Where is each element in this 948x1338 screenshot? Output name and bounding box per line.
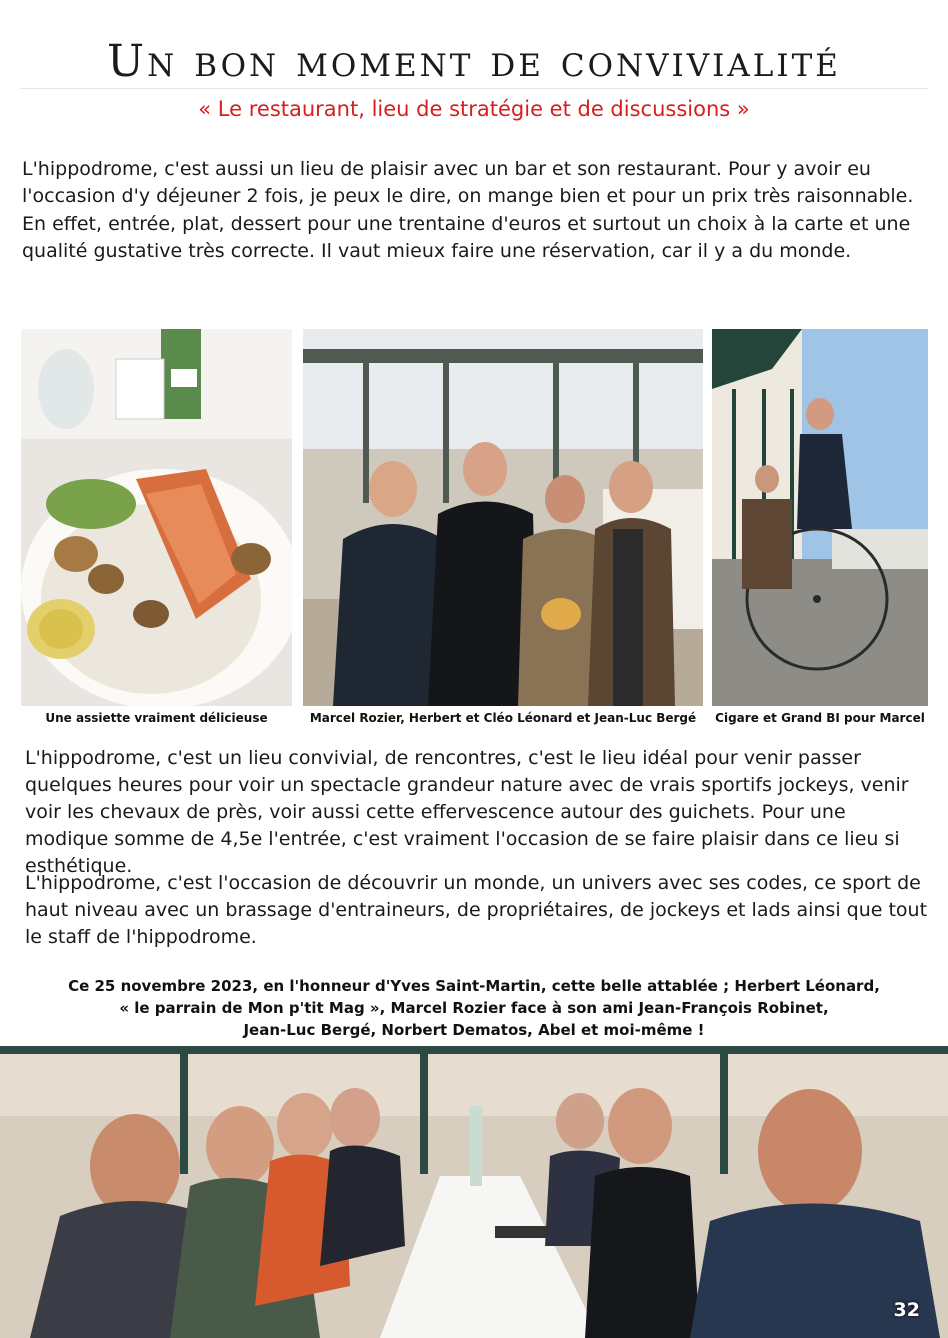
bottom-caption-line-3: Jean-Luc Bergé, Norbert Dematos, Abel et moi-même ! — [243, 1021, 705, 1039]
page-subtitle: « Le restaurant, lieu de stratégie et de discussions » — [198, 97, 750, 121]
body-paragraph-2: L'hippodrome, c'est l'occasion de découvrir un monde, un univers avec ses codes, ce sport de haut niveau avec un brassage d'entraineurs, de propriétaires, de jockeys et lads ainsi que tout le staff de l'hippodrome. — [25, 872, 928, 948]
title-divider — [20, 88, 928, 89]
caption-group: Marcel Rozier, Herbert et Cléo Léonard et Jean-Luc Bergé — [309, 711, 697, 725]
body-paragraph-1: L'hippodrome, c'est un lieu convivial, de rencontres, c'est le lieu idéal pour venir passer quelques heures pour voir un spectacle grandeur nature avec de vrais sportifs jockeys, venir voir les chevaux de près, voir aussi cette effervescence autour des guichets. Pour une modique somme de 4,5e l'entrée, c'est vraiment l'occasion de se faire plaisir dans ce lieu si esthétique. — [25, 747, 909, 877]
bottom-caption-line-2: « le parrain de Mon p'tit Mag », Marcel Rozier face à son ami Jean-François Robinet, — [119, 999, 829, 1017]
bottom-caption-line-1: Ce 25 novembre 2023, en l'honneur d'Yves Saint-Martin, cette belle attablée ; Herbert Léonard, — [68, 977, 880, 995]
bottom-photo-caption — [20, 975, 928, 1041]
photo-table-gathering — [0, 1046, 948, 1338]
caption-plate: Une assiette vraiment délicieuse — [45, 711, 268, 725]
intro-paragraph-2: En effet, entrée, plat, dessert pour une trentaine d'euros et surtout un choix à la carte et une qualité gustative très correcte. Il vaut mieux faire une réservation, car il y a du monde. — [22, 213, 911, 262]
photo-group-restaurant — [303, 329, 703, 706]
caption-bicycle: Cigare et Grand BI pour Marcel — [715, 711, 925, 725]
photo-penny-farthing — [712, 329, 928, 706]
intro-paragraph-1: L'hippodrome, c'est aussi un lieu de plaisir avec un bar et son restaurant. Pour y avoir eu l'occasion d'y déjeuner 2 fois, je peux le dire, on mange bien et pour un prix très raisonnable. — [22, 158, 914, 207]
page-number: 32 — [893, 1299, 920, 1321]
page-title: Un bon moment de convivialité — [107, 36, 841, 87]
photo-plate — [21, 329, 292, 706]
